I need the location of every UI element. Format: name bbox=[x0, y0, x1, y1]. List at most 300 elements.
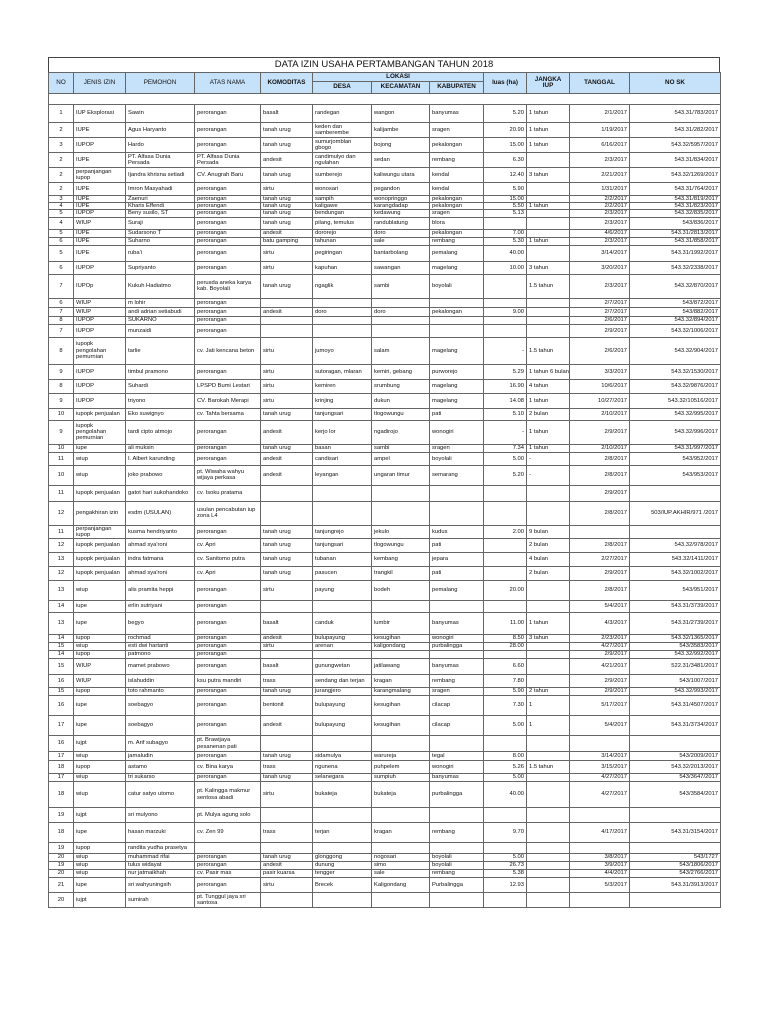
cell-kabupaten: banyumas bbox=[430, 613, 484, 635]
cell-no-sk: 543.31/997/2017 bbox=[630, 444, 721, 452]
cell-kecamatan: sedan bbox=[372, 153, 430, 168]
cell-atas-nama: perorangan bbox=[195, 183, 261, 196]
cell-desa: Brecek bbox=[313, 878, 372, 893]
cell-pemohon: alis pramita heppi bbox=[126, 581, 195, 601]
cell-tanggal: 5/17/2017 bbox=[570, 696, 630, 716]
cell-tanggal: 2/9/2017 bbox=[570, 324, 630, 337]
cell-no-sk: 543.32/1365/2017 bbox=[630, 635, 721, 643]
cell-pemohon: Imron Masyahadi bbox=[126, 183, 195, 196]
cell-kabupaten: rembang bbox=[430, 153, 484, 168]
cell-desa: ngunena bbox=[313, 761, 372, 774]
cell-kecamatan bbox=[372, 843, 430, 854]
cell-no-sk: 543/2009/2017 bbox=[630, 752, 721, 761]
cell-atas-nama: perorangan bbox=[195, 210, 261, 217]
cell-kecamatan: warureja bbox=[372, 752, 430, 761]
cell-no: 12 bbox=[49, 567, 74, 581]
cell-tanggal: 2/8/2017 bbox=[570, 452, 630, 465]
cell-jangka bbox=[527, 316, 570, 324]
cell-kabupaten bbox=[430, 316, 484, 324]
cell-luas: 26.73 bbox=[484, 862, 527, 870]
table-row bbox=[49, 237, 721, 245]
cell-luas: 12.93 bbox=[484, 878, 527, 893]
cell-pemohon: Suraji bbox=[126, 217, 195, 229]
cell-atas-nama: perorangan bbox=[195, 237, 261, 245]
cell-kecamatan: wonopringgo bbox=[372, 196, 430, 203]
cell-desa: bulupayung bbox=[313, 635, 372, 643]
table-row bbox=[49, 659, 721, 675]
cell-kabupaten: kendal bbox=[430, 168, 484, 183]
cell-atas-nama: perorangan bbox=[195, 217, 261, 229]
header-luas: luas (ha) bbox=[484, 73, 527, 94]
table-row bbox=[49, 379, 721, 393]
cell-desa: bulupayung bbox=[313, 696, 372, 716]
cell-no: 16 bbox=[49, 696, 74, 716]
cell-no: 21 bbox=[49, 878, 74, 893]
cell-atas-nama: ksu putra mandiri bbox=[195, 675, 261, 688]
cell-jenis-izin: IUPE bbox=[74, 153, 126, 168]
cell-pemohon: gatot hari sukohandoko bbox=[126, 485, 195, 501]
cell-atas-nama: perorangan bbox=[195, 203, 261, 210]
cell-pemohon: timbul pramono bbox=[126, 364, 195, 379]
cell-no: 15 bbox=[49, 688, 74, 696]
cell-jenis-izin: IUPE bbox=[74, 245, 126, 261]
cell-jangka bbox=[527, 581, 570, 601]
cell-kabupaten: Purbalingga bbox=[430, 878, 484, 893]
table-row bbox=[49, 261, 721, 274]
table-row bbox=[49, 635, 721, 643]
cell-komoditas bbox=[261, 893, 313, 908]
cell-kabupaten bbox=[430, 736, 484, 752]
cell-jangka bbox=[527, 893, 570, 908]
cell-kecamatan: doro bbox=[372, 229, 430, 237]
cell-pemohon: muhammad rifai bbox=[126, 854, 195, 862]
cell-desa bbox=[313, 736, 372, 752]
cell-kabupaten: pekalongan bbox=[430, 307, 484, 316]
cell-desa: canduk bbox=[313, 613, 372, 635]
cell-tanggal: 2/7/2017 bbox=[570, 298, 630, 307]
cell-tanggal bbox=[570, 843, 630, 854]
cell-tanggal: 3/9/2017 bbox=[570, 862, 630, 870]
cell-komoditas bbox=[261, 298, 313, 307]
cell-pemohon: begyo bbox=[126, 613, 195, 635]
cell-jangka: 1.5 tahun bbox=[527, 337, 570, 364]
cell-desa: tanjungsari bbox=[313, 539, 372, 553]
cell-desa: pegiringan bbox=[313, 245, 372, 261]
cell-kecamatan: sawangan bbox=[372, 261, 430, 274]
table-row bbox=[49, 307, 721, 316]
cell-kabupaten: jepara bbox=[430, 553, 484, 567]
cell-kecamatan: bantarbolang bbox=[372, 245, 430, 261]
cell-desa: terjan bbox=[313, 823, 372, 843]
cell-luas: 40.00 bbox=[484, 245, 527, 261]
cell-tanggal: 2/2/2017 bbox=[570, 203, 630, 210]
cell-jenis-izin: IUPOP bbox=[74, 210, 126, 217]
cell-luas: 5.29 bbox=[484, 364, 527, 379]
cell-atas-nama: perorangan bbox=[195, 324, 261, 337]
cell-kabupaten: sragen bbox=[430, 444, 484, 452]
cell-jangka bbox=[527, 659, 570, 675]
cell-no: 14 bbox=[49, 601, 74, 613]
cell-atas-nama: perorangan bbox=[195, 716, 261, 736]
table-row bbox=[49, 153, 721, 168]
cell-luas: 7.80 bbox=[484, 675, 527, 688]
cell-jangka bbox=[527, 307, 570, 316]
cell-luas: 5.38 bbox=[484, 870, 527, 878]
cell-desa: bukateja bbox=[313, 782, 372, 808]
table-row bbox=[49, 123, 721, 138]
cell-luas: 12.40 bbox=[484, 168, 527, 183]
cell-atas-nama: cv. Jati kencana beton bbox=[195, 337, 261, 364]
cell-no: 6 bbox=[49, 261, 74, 274]
cell-pemohon: soebagyo bbox=[126, 696, 195, 716]
cell-no-sk: 543.32/978/2017 bbox=[630, 539, 721, 553]
cell-jenis-izin: WIUP bbox=[74, 307, 126, 316]
cell-no-sk: 543.31/3913/2017 bbox=[630, 878, 721, 893]
cell-no-sk: 543/1727 bbox=[630, 854, 721, 862]
cell-no: 15 bbox=[49, 659, 74, 675]
table-row bbox=[49, 752, 721, 761]
cell-atas-nama: cv. Apri bbox=[195, 539, 261, 553]
cell-luas bbox=[484, 651, 527, 659]
cell-kecamatan: karangmalang bbox=[372, 688, 430, 696]
cell-kecamatan: bukateja bbox=[372, 782, 430, 808]
cell-no-sk: 543.32/1530/2017 bbox=[630, 364, 721, 379]
cell-jangka bbox=[527, 217, 570, 229]
cell-komoditas: sirtu bbox=[261, 183, 313, 196]
cell-no: 9 bbox=[49, 364, 74, 379]
cell-jenis-izin: iupe bbox=[74, 601, 126, 613]
cell-kabupaten: rembang bbox=[430, 870, 484, 878]
sheet-title: DATA IZIN USAHA PERTAMBANGAN TAHUN 2018 bbox=[48, 57, 720, 72]
cell-kecamatan: sambi bbox=[372, 274, 430, 298]
cell-komoditas: bentonit bbox=[261, 696, 313, 716]
cell-atas-nama: perorangan bbox=[195, 307, 261, 316]
cell-atas-nama: perorangan bbox=[195, 581, 261, 601]
cell-komoditas: tanah urug bbox=[261, 196, 313, 203]
cell-komoditas: sirtu bbox=[261, 878, 313, 893]
cell-kecamatan: kalijambe bbox=[372, 123, 430, 138]
cell-pemohon: ali muksin bbox=[126, 444, 195, 452]
cell-jenis-izin: IUPE bbox=[74, 183, 126, 196]
cell-jangka: 1 tahun bbox=[527, 203, 570, 210]
cell-jangka: - bbox=[527, 465, 570, 485]
cell-desa bbox=[313, 501, 372, 525]
cell-jenis-izin: iupe bbox=[74, 823, 126, 843]
cell-komoditas: sirtu bbox=[261, 643, 313, 651]
cell-tanggal: 2/21/2017 bbox=[570, 168, 630, 183]
cell-komoditas: tanah urug bbox=[261, 168, 313, 183]
table-row bbox=[49, 393, 721, 408]
cell-kabupaten: boyolali bbox=[430, 452, 484, 465]
cell-kecamatan: Kaligondang bbox=[372, 878, 430, 893]
cell-no-sk: 543.31/819/2017 bbox=[630, 196, 721, 203]
table-row bbox=[49, 138, 721, 153]
cell-atas-nama: perorangan bbox=[195, 298, 261, 307]
cell-no-sk: 503/IUP.AKHIR/971 /2017 bbox=[630, 501, 721, 525]
cell-kecamatan: randublatung bbox=[372, 217, 430, 229]
table-row bbox=[49, 420, 721, 444]
table-row bbox=[49, 823, 721, 843]
cell-no-sk: 543/3647/2017 bbox=[630, 774, 721, 782]
cell-luas: 28.00 bbox=[484, 643, 527, 651]
cell-tanggal: 1/19/2017 bbox=[570, 123, 630, 138]
cell-komoditas: sirtu bbox=[261, 364, 313, 379]
cell-atas-nama bbox=[195, 843, 261, 854]
cell-no: 19 bbox=[49, 808, 74, 823]
cell-pemohon: tardi cipto atmojo bbox=[126, 420, 195, 444]
cell-jenis-izin: wiup bbox=[74, 465, 126, 485]
cell-no: 10 bbox=[49, 465, 74, 485]
cell-no-sk: 543.32/904/2017 bbox=[630, 337, 721, 364]
cell-tanggal: 2/1/2017 bbox=[570, 105, 630, 123]
cell-no-sk bbox=[630, 808, 721, 823]
cell-kabupaten: boyolali bbox=[430, 274, 484, 298]
cell-jangka bbox=[527, 245, 570, 261]
cell-kecamatan: kaliwungu utara bbox=[372, 168, 430, 183]
cell-no: 13 bbox=[49, 581, 74, 601]
cell-no: 10 bbox=[49, 444, 74, 452]
cell-jenis-izin: wiup bbox=[74, 870, 126, 878]
cell-komoditas: tanah urug bbox=[261, 203, 313, 210]
cell-kabupaten: pati bbox=[430, 539, 484, 553]
cell-no-sk: 543/951/2017 bbox=[630, 581, 721, 601]
cell-jenis-izin: iupop bbox=[74, 635, 126, 643]
cell-tanggal: 2/8/2017 bbox=[570, 581, 630, 601]
cell-desa: bulupayung bbox=[313, 716, 372, 736]
cell-atas-nama: LPSPD Bumi Lestari bbox=[195, 379, 261, 393]
cell-kecamatan: bojong bbox=[372, 138, 430, 153]
table-row bbox=[49, 298, 721, 307]
cell-atas-nama: cv. Zen 99 bbox=[195, 823, 261, 843]
cell-komoditas: tanah urug bbox=[261, 444, 313, 452]
cell-tanggal: 4/6/2017 bbox=[570, 229, 630, 237]
cell-luas: 6.60 bbox=[484, 659, 527, 675]
cell-atas-nama: perorangan bbox=[195, 245, 261, 261]
cell-pemohon: ahmad sya'roni bbox=[126, 567, 195, 581]
cell-desa: dunung bbox=[313, 862, 372, 870]
cell-tanggal: 1/31/2017 bbox=[570, 183, 630, 196]
cell-jenis-izin: wiup bbox=[74, 581, 126, 601]
cell-no-sk: 543.31/4507/2017 bbox=[630, 696, 721, 716]
cell-kecamatan: ngadirojo bbox=[372, 420, 430, 444]
cell-komoditas: sirtu bbox=[261, 337, 313, 364]
cell-no-sk: 543.32/1006/2017 bbox=[630, 324, 721, 337]
cell-jenis-izin: WIUP bbox=[74, 298, 126, 307]
cell-komoditas: andesit bbox=[261, 307, 313, 316]
cell-atas-nama: perorangan bbox=[195, 105, 261, 123]
cell-desa: randegan bbox=[313, 105, 372, 123]
cell-jangka bbox=[527, 808, 570, 823]
cell-tanggal: 3/3/2017 bbox=[570, 364, 630, 379]
cell-no: 18 bbox=[49, 761, 74, 774]
cell-atas-nama: perorangan bbox=[195, 261, 261, 274]
cell-tanggal: 2/2/2017 bbox=[570, 196, 630, 203]
cell-no: 20 bbox=[49, 893, 74, 908]
cell-no: 9 bbox=[49, 420, 74, 444]
table-row bbox=[49, 696, 721, 716]
table-row bbox=[49, 274, 721, 298]
cell-jangka bbox=[527, 196, 570, 203]
cell-no-sk: 543.31/834/2017 bbox=[630, 153, 721, 168]
cell-jenis-izin: perpanjangan iupop bbox=[74, 525, 126, 538]
cell-no-sk: 543/953/2017 bbox=[630, 465, 721, 485]
cell-no: 12 bbox=[49, 539, 74, 553]
cell-komoditas: tanah urug bbox=[261, 774, 313, 782]
table-row bbox=[49, 183, 721, 196]
cell-komoditas: tanah urug bbox=[261, 408, 313, 420]
cell-tanggal: 3/15/2017 bbox=[570, 761, 630, 774]
cell-desa: jumoyo bbox=[313, 337, 372, 364]
cell-no: 9 bbox=[49, 393, 74, 408]
cell-kabupaten bbox=[430, 601, 484, 613]
cell-tanggal: 2/9/2017 bbox=[570, 567, 630, 581]
cell-kecamatan: kesugihan bbox=[372, 696, 430, 716]
header-komoditas: KOMODITAS bbox=[261, 73, 313, 94]
cell-atas-nama: perorangan bbox=[195, 452, 261, 465]
cell-no-sk: 543.32/995/2017 bbox=[630, 408, 721, 420]
cell-kecamatan: kembang bbox=[372, 553, 430, 567]
cell-pemohon: SUKARNO bbox=[126, 316, 195, 324]
table-row bbox=[49, 337, 721, 364]
cell-no: 17 bbox=[49, 716, 74, 736]
cell-komoditas bbox=[261, 843, 313, 854]
cell-pemohon: toto rahmanto bbox=[126, 688, 195, 696]
cell-no: 11 bbox=[49, 525, 74, 538]
cell-atas-nama: perorangan bbox=[195, 420, 261, 444]
cell-kabupaten bbox=[430, 298, 484, 307]
cell-no: 2 bbox=[49, 123, 74, 138]
header-kecamatan: KECAMATAN bbox=[372, 82, 430, 94]
cell-kabupaten: kendal bbox=[430, 183, 484, 196]
cell-kecamatan: karangdadap bbox=[372, 203, 430, 210]
cell-no-sk: 543/2766/2017 bbox=[630, 870, 721, 878]
cell-desa: kapuhan bbox=[313, 261, 372, 274]
cell-luas: 5.26 bbox=[484, 761, 527, 774]
cell-pemohon: joko prabowo bbox=[126, 465, 195, 485]
cell-jangka bbox=[527, 324, 570, 337]
cell-no: 20 bbox=[49, 854, 74, 862]
cell-kecamatan: bodeh bbox=[372, 581, 430, 601]
cell-no-sk: 543.32/5957/2017 bbox=[630, 138, 721, 153]
cell-kecamatan: jekulo bbox=[372, 525, 430, 538]
cell-jangka bbox=[527, 485, 570, 501]
cell-no-sk: 543/1806/2017 bbox=[630, 862, 721, 870]
cell-jangka bbox=[527, 782, 570, 808]
cell-luas: 5.90 bbox=[484, 183, 527, 196]
cell-komoditas: tanah urug bbox=[261, 525, 313, 538]
cell-komoditas: tanah urug bbox=[261, 217, 313, 229]
cell-no-sk: 543/3583/2017 bbox=[630, 643, 721, 651]
table-row bbox=[49, 716, 721, 736]
cell-jangka: 1 tahun bbox=[527, 123, 570, 138]
cell-komoditas: andesit bbox=[261, 635, 313, 643]
cell-pemohon: erlin sutriyani bbox=[126, 601, 195, 613]
cell-komoditas: basalt bbox=[261, 659, 313, 675]
cell-kabupaten: sragen bbox=[430, 688, 484, 696]
cell-pemohon: soebagyo bbox=[126, 716, 195, 736]
cell-desa: krinjing bbox=[313, 393, 372, 408]
cell-jenis-izin: iupop bbox=[74, 651, 126, 659]
cell-luas bbox=[484, 485, 527, 501]
cell-no-sk bbox=[630, 843, 721, 854]
cell-no-sk: 543.32/9876/2017 bbox=[630, 379, 721, 393]
cell-komoditas: tanah urug bbox=[261, 138, 313, 153]
cell-jenis-izin: IUPE bbox=[74, 203, 126, 210]
cell-no-sk: 543/1007/2017 bbox=[630, 675, 721, 688]
cell-jenis-izin: IUPE bbox=[74, 123, 126, 138]
cell-luas bbox=[484, 843, 527, 854]
cell-tanggal: 4/27/2017 bbox=[570, 782, 630, 808]
cell-jangka bbox=[527, 183, 570, 196]
cell-pemohon: Kukuh Hadiatmo bbox=[126, 274, 195, 298]
cell-komoditas: tanah urug bbox=[261, 854, 313, 862]
cell-jenis-izin: WIUP bbox=[74, 675, 126, 688]
cell-desa: pasucen bbox=[313, 567, 372, 581]
cell-jangka: 1 bbox=[527, 696, 570, 716]
cell-kabupaten: rembang bbox=[430, 675, 484, 688]
cell-desa: jurangjero bbox=[313, 688, 372, 696]
table-row bbox=[49, 808, 721, 823]
cell-luas: 15.00 bbox=[484, 196, 527, 203]
cell-komoditas: batu gamping bbox=[261, 237, 313, 245]
cell-no: 12 bbox=[49, 501, 74, 525]
cell-jenis-izin: IUPOP bbox=[74, 261, 126, 274]
cell-jangka bbox=[527, 643, 570, 651]
cell-jenis-izin: perpanjangan iupop bbox=[74, 168, 126, 183]
cell-luas: 9.00 bbox=[484, 307, 527, 316]
cell-no: 14 bbox=[49, 651, 74, 659]
table-row bbox=[49, 761, 721, 774]
cell-tanggal: 2/9/2017 bbox=[570, 420, 630, 444]
cell-kecamatan: ampel bbox=[372, 452, 430, 465]
cell-kecamatan: doro bbox=[372, 307, 430, 316]
cell-kecamatan: sumpiuh bbox=[372, 774, 430, 782]
cell-komoditas: andesit bbox=[261, 465, 313, 485]
cell-desa: wonosari bbox=[313, 183, 372, 196]
cell-no: 13 bbox=[49, 553, 74, 567]
cell-kabupaten: banyumas bbox=[430, 659, 484, 675]
cell-kabupaten: blora bbox=[430, 217, 484, 229]
cell-desa: sutoragan, mlaran bbox=[313, 364, 372, 379]
cell-kecamatan: sale bbox=[372, 237, 430, 245]
cell-komoditas: basalt bbox=[261, 105, 313, 123]
cell-jangka bbox=[527, 651, 570, 659]
cell-jangka bbox=[527, 153, 570, 168]
cell-tanggal: 4/4/2017 bbox=[570, 870, 630, 878]
cell-no: 4 bbox=[49, 217, 74, 229]
cell-jangka: 1 tahun bbox=[527, 420, 570, 444]
cell-komoditas bbox=[261, 601, 313, 613]
cell-atas-nama: perorangan bbox=[195, 613, 261, 635]
cell-jenis-izin: IUPE bbox=[74, 237, 126, 245]
cell-kabupaten: semarang bbox=[430, 465, 484, 485]
cell-desa bbox=[313, 485, 372, 501]
cell-tanggal: 3/14/2017 bbox=[570, 245, 630, 261]
cell-tanggal: 4/27/2017 bbox=[570, 774, 630, 782]
cell-desa bbox=[313, 808, 372, 823]
cell-luas: 5.20 bbox=[484, 465, 527, 485]
cell-desa: leyangan bbox=[313, 465, 372, 485]
cell-no-sk: 543/882/2017 bbox=[630, 307, 721, 316]
cell-no: 16 bbox=[49, 675, 74, 688]
table-row bbox=[49, 862, 721, 870]
cell-desa: sumurjomblan gbogo bbox=[313, 138, 372, 153]
cell-no-sk: 543.32/996/2017 bbox=[630, 420, 721, 444]
cell-no-sk: 543.32/993/2017 bbox=[630, 688, 721, 696]
cell-kabupaten: purworejo bbox=[430, 364, 484, 379]
cell-jenis-izin: wiup bbox=[74, 774, 126, 782]
cell-tanggal: 3/14/2017 bbox=[570, 752, 630, 761]
